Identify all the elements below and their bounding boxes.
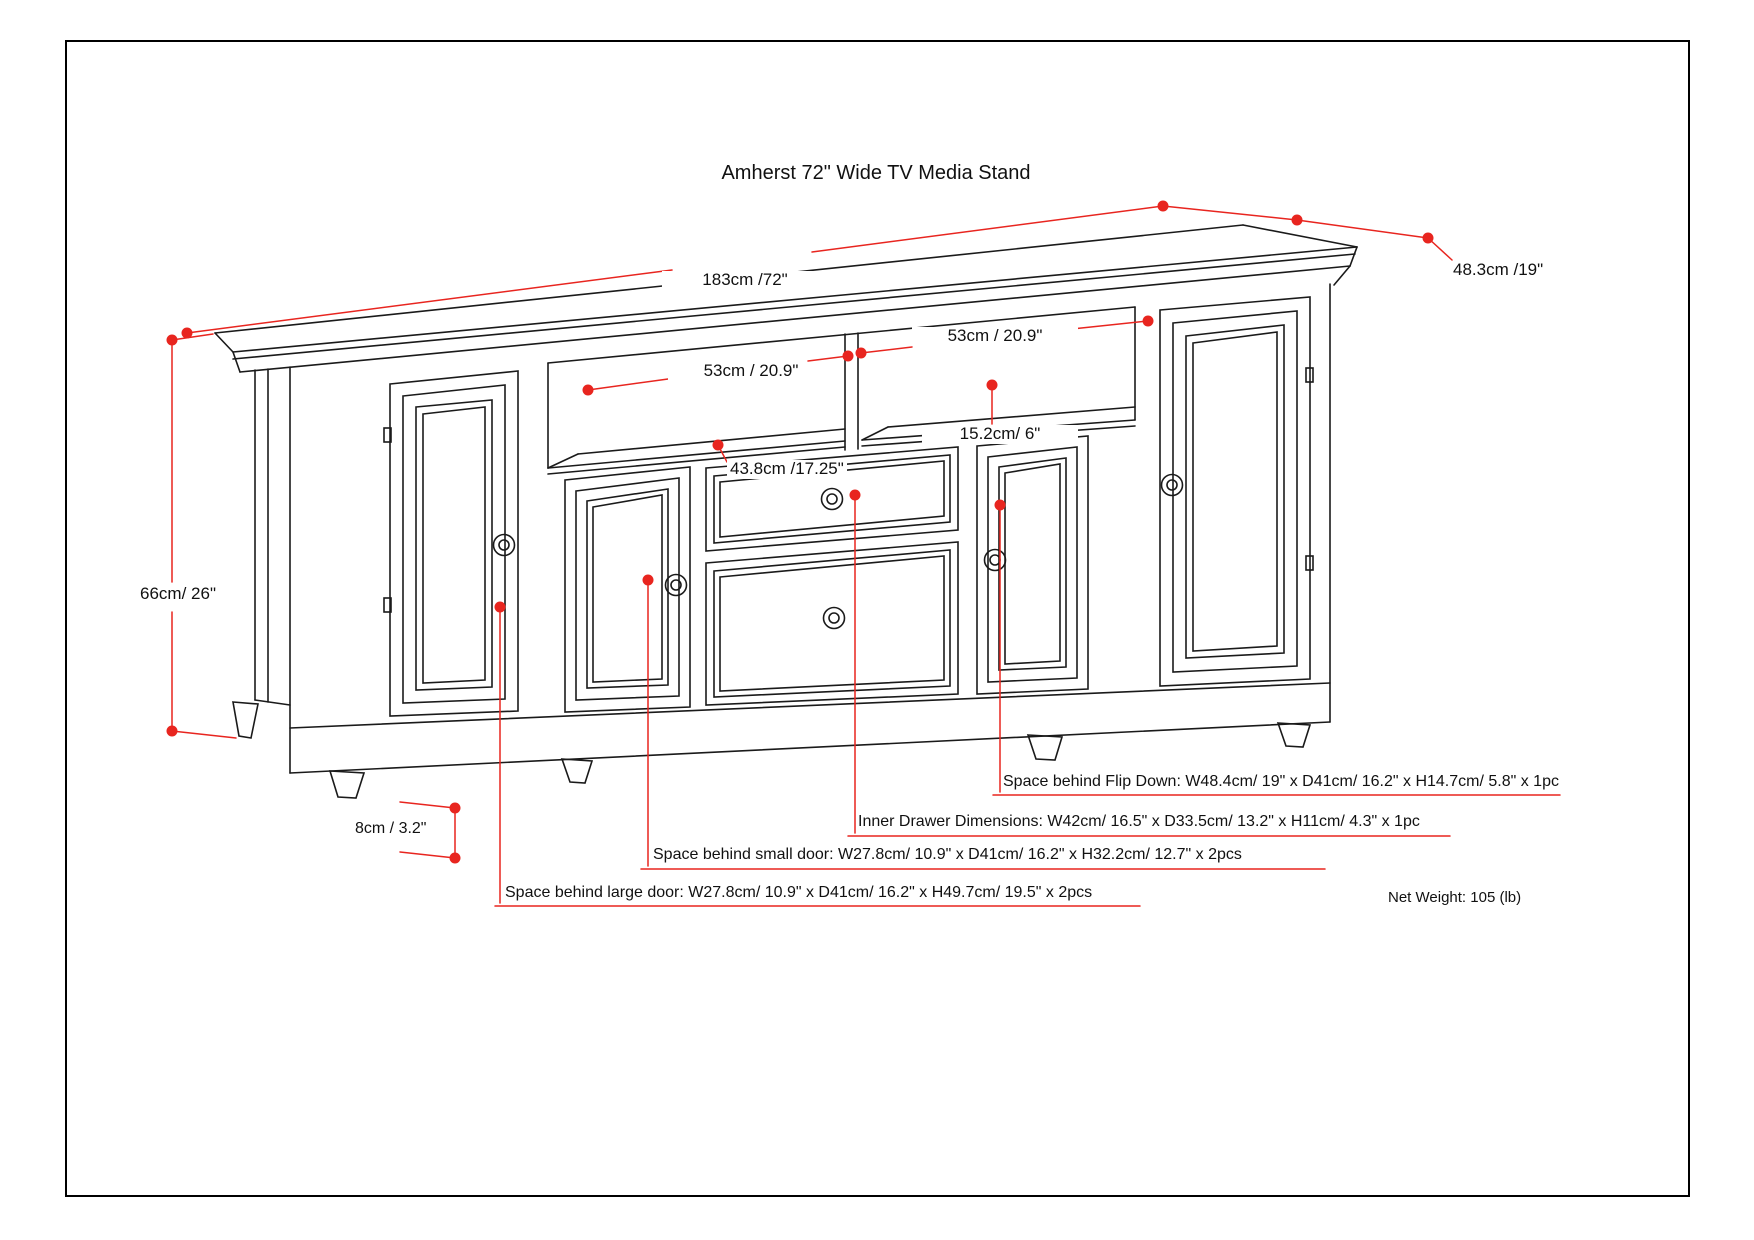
leg-height-label: 8cm / 3.2" — [352, 820, 429, 838]
shelf-depth-label: 43.8cm /17.25" — [727, 460, 847, 479]
door-knob-icon — [1162, 475, 1183, 496]
note-small-door: Space behind small door: W27.8cm/ 10.9" x D41cm/ 16.2" x H32.2cm/ 12.7" x 2pcs — [653, 846, 1242, 863]
page-title: Amherst 72" Wide TV Media Stand — [721, 162, 1031, 184]
note-flip-down: Space behind Flip Down: W48.4cm/ 19" x D41cm/ 16.2" x H14.7cm/ 5.8" x 1pc — [1003, 773, 1559, 790]
small-left-door-drawing — [565, 467, 690, 712]
drawer-knob-icon — [824, 608, 845, 629]
dimension-dots — [167, 201, 1434, 864]
right-shelf-width-label: 53cm / 20.9" — [912, 327, 1078, 346]
note-inner-drawer: Inner Drawer Dimensions: W42cm/ 16.5" x D33.5cm/ 13.2" x H11cm/ 4.3" x 1pc — [858, 813, 1420, 830]
small-right-door-drawing — [977, 436, 1088, 694]
left-shelf-width-label: 53cm / 20.9" — [668, 362, 834, 381]
shelf-height-label: 15.2cm/ 6" — [922, 425, 1078, 444]
right-large-door-drawing — [1160, 297, 1313, 686]
note-large-door: Space behind large door: W27.8cm/ 10.9" x D41cm/ 16.2" x H49.7cm/ 19.5" x 2pcs — [505, 884, 1093, 901]
left-end-panel-drawing — [255, 367, 290, 773]
net-weight-label: Net Weight: 105 (lb) — [1388, 889, 1522, 906]
width-dimension-label: 183cm /72" — [662, 271, 828, 290]
dimension-lines — [172, 206, 1560, 906]
left-large-door-drawing — [384, 371, 518, 716]
furniture-outline — [215, 225, 1357, 798]
depth-dimension-label: 48.3cm /19" — [1450, 261, 1546, 280]
door-knob-icon — [494, 535, 515, 556]
drawer-knob-icon — [822, 489, 843, 510]
height-dimension-label: 66cm/ 26" — [130, 585, 226, 604]
drawers-drawing — [706, 447, 958, 705]
